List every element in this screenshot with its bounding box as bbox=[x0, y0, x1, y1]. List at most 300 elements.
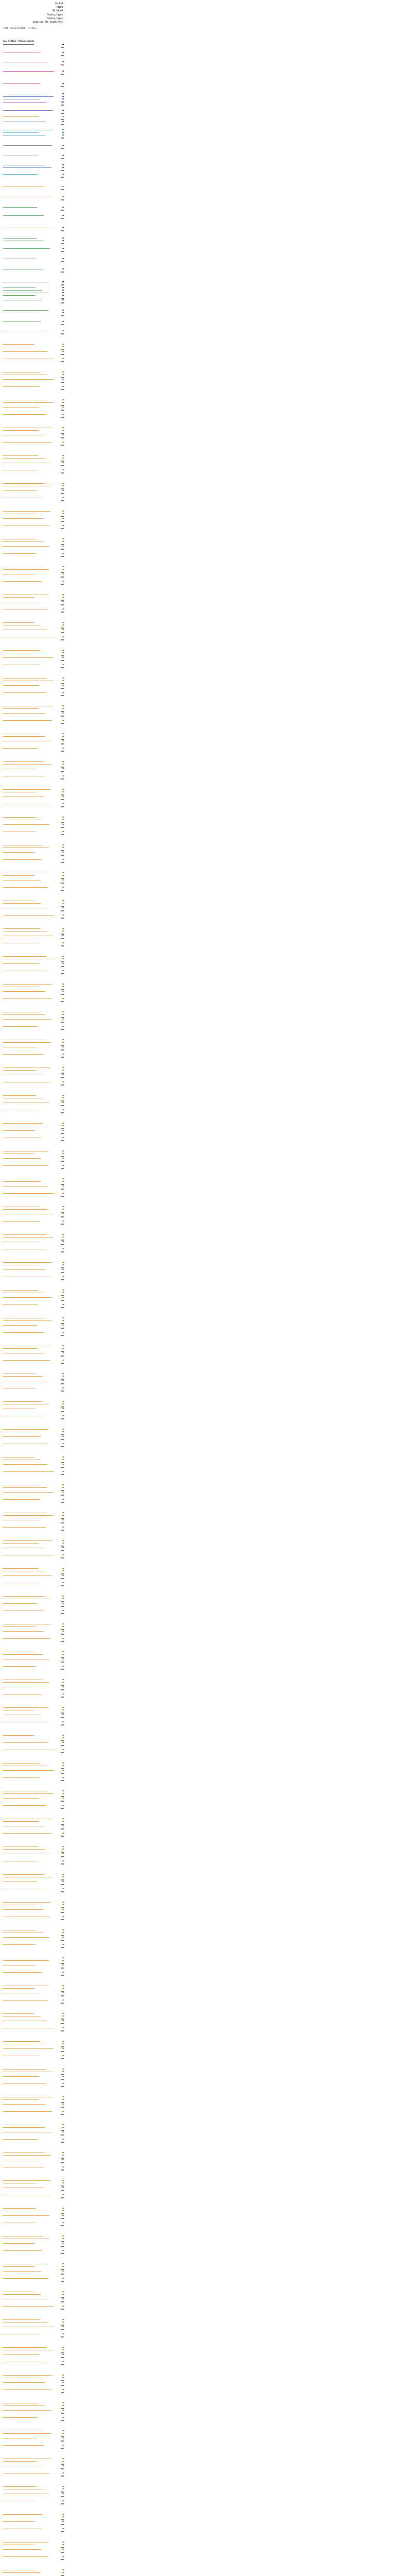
table-row bbox=[3, 2571, 64, 2573]
row-marker-icon bbox=[62, 942, 64, 943]
table-row bbox=[3, 545, 64, 547]
row-text-stroke bbox=[3, 71, 54, 72]
row-text-stroke bbox=[3, 1763, 40, 1764]
table-row bbox=[3, 568, 64, 570]
table-row bbox=[3, 2159, 64, 2161]
row-text-stroke bbox=[3, 511, 50, 512]
row-subtotal-stroke bbox=[54, 1919, 64, 1921]
row-marker-icon bbox=[62, 2238, 64, 2239]
row-text-stroke bbox=[3, 483, 44, 484]
row-marker-icon bbox=[62, 2569, 64, 2570]
row-text-stroke bbox=[3, 1682, 49, 1683]
row-subtotal-stroke bbox=[54, 243, 64, 245]
table-row bbox=[3, 2154, 64, 2156]
row-marker-icon bbox=[62, 2377, 64, 2378]
row-marker-icon bbox=[62, 1097, 64, 1098]
row-marker-icon bbox=[62, 1125, 64, 1126]
table-row bbox=[3, 886, 64, 888]
row-text-stroke bbox=[3, 238, 37, 239]
row-text-stroke bbox=[3, 1042, 51, 1043]
table-row bbox=[3, 2432, 64, 2434]
row-marker-icon bbox=[62, 1860, 64, 1861]
table-row bbox=[3, 1637, 64, 1639]
row-text-stroke bbox=[3, 344, 34, 345]
table-row bbox=[3, 358, 64, 360]
row-subtotal-stroke bbox=[54, 1640, 64, 1642]
table-row bbox=[3, 1359, 64, 1361]
row-text-stroke bbox=[3, 2243, 35, 2244]
table-row bbox=[3, 497, 64, 499]
row-text-stroke bbox=[3, 1638, 50, 1639]
table-row bbox=[3, 2103, 64, 2105]
table-row bbox=[3, 1908, 64, 1910]
row-subtotal-stroke bbox=[54, 1772, 64, 1774]
table-row bbox=[3, 1347, 64, 1349]
row-text-stroke bbox=[3, 1457, 34, 1458]
table-row bbox=[3, 1818, 64, 1820]
row-marker-icon bbox=[62, 1046, 64, 1047]
row-marker-icon bbox=[62, 1081, 64, 1082]
table-row bbox=[3, 312, 64, 314]
table-row bbox=[3, 1276, 64, 1278]
table-row bbox=[3, 566, 64, 568]
row-subtotal-stroke bbox=[54, 2002, 64, 2004]
table-row bbox=[3, 513, 64, 515]
table-row bbox=[3, 1595, 64, 1597]
table-row bbox=[3, 1109, 64, 1111]
table-row bbox=[3, 1574, 64, 1577]
row-subtotal-stroke bbox=[54, 2030, 64, 2032]
table-row bbox=[3, 1790, 64, 1792]
table-row bbox=[3, 677, 64, 679]
table-row bbox=[3, 851, 64, 853]
table-row bbox=[3, 1985, 64, 1987]
row-marker-icon bbox=[62, 1102, 64, 1103]
table-row bbox=[3, 1206, 64, 1208]
row-subtotal-stroke bbox=[54, 2273, 64, 2275]
table-row bbox=[3, 942, 64, 944]
row-marker-icon bbox=[62, 1264, 64, 1265]
table-row bbox=[3, 1714, 64, 1716]
row-subtotal-stroke bbox=[54, 1466, 64, 1468]
row-subtotal-stroke bbox=[54, 917, 64, 919]
row-text-stroke bbox=[3, 1735, 34, 1736]
row-text-stroke bbox=[3, 287, 36, 288]
row-text-stroke bbox=[3, 748, 38, 749]
table-row bbox=[3, 247, 64, 249]
row-text-stroke bbox=[3, 928, 40, 929]
table-row bbox=[3, 166, 64, 168]
row-marker-icon bbox=[62, 1011, 64, 1012]
table-row bbox=[3, 2528, 64, 2530]
row-subtotal-stroke bbox=[54, 1355, 64, 1357]
table-row bbox=[3, 2513, 64, 2515]
table-row bbox=[3, 858, 64, 860]
row-text-stroke bbox=[3, 1123, 42, 1124]
row-text-stroke bbox=[3, 1626, 37, 1627]
row-text-stroke bbox=[3, 903, 41, 904]
row-text-stroke bbox=[3, 1596, 44, 1597]
table-row bbox=[3, 552, 64, 554]
row-marker-icon bbox=[62, 61, 64, 62]
table-row bbox=[3, 719, 64, 721]
row-subtotal-stroke bbox=[54, 632, 64, 634]
row-marker-icon bbox=[62, 101, 64, 102]
table-row bbox=[3, 1832, 64, 1834]
row-text-stroke bbox=[3, 2417, 38, 2418]
row-marker-icon bbox=[62, 847, 64, 848]
row-text-stroke bbox=[3, 1770, 54, 1771]
row-marker-icon bbox=[62, 2043, 64, 2044]
row-marker-icon bbox=[62, 831, 64, 832]
table-row bbox=[3, 1797, 64, 1799]
table-row bbox=[3, 1400, 64, 1402]
row-text-stroke bbox=[3, 1937, 49, 1938]
row-subtotal-stroke bbox=[54, 2197, 64, 2199]
table-row bbox=[3, 2151, 64, 2154]
row-subtotal-stroke bbox=[54, 2336, 64, 2338]
row-marker-icon bbox=[62, 1714, 64, 1715]
table-row bbox=[3, 2110, 64, 2112]
row-subtotal-stroke bbox=[54, 1160, 64, 1162]
table-row bbox=[3, 2277, 64, 2279]
row-marker-icon bbox=[62, 1241, 64, 1242]
row-subtotal-stroke bbox=[54, 1946, 64, 1948]
row-marker-icon bbox=[62, 346, 64, 347]
row-text-stroke bbox=[3, 1464, 47, 1465]
row-subtotal-stroke bbox=[54, 826, 64, 828]
row-marker-icon bbox=[62, 2528, 64, 2529]
row-subtotal-stroke bbox=[54, 1501, 64, 1503]
table-row bbox=[3, 82, 64, 84]
row-text-stroke bbox=[3, 1654, 43, 1655]
table-row bbox=[3, 823, 64, 825]
row-subtotal-stroke bbox=[54, 1411, 64, 1413]
table-row bbox=[3, 1737, 64, 1739]
row-subtotal-stroke bbox=[54, 437, 64, 439]
row-subtotal-stroke bbox=[54, 1835, 64, 1837]
row-marker-icon bbox=[62, 705, 64, 706]
table-row bbox=[3, 1491, 64, 1493]
row-text-stroke bbox=[3, 2271, 41, 2272]
row-text-stroke bbox=[3, 541, 43, 542]
table-row bbox=[3, 740, 64, 742]
row-marker-icon bbox=[62, 624, 64, 625]
row-marker-icon bbox=[62, 1206, 64, 1207]
row-text-stroke bbox=[3, 310, 48, 311]
row-subtotal-stroke bbox=[54, 2134, 64, 2136]
row-subtotal-stroke bbox=[54, 2050, 64, 2053]
row-marker-icon bbox=[62, 1916, 64, 1917]
table-row bbox=[3, 1248, 64, 1250]
row-subtotal-stroke bbox=[54, 1911, 64, 1913]
table-row bbox=[3, 914, 64, 916]
table-row bbox=[3, 997, 64, 999]
row-text-stroke bbox=[3, 1846, 38, 1847]
row-marker-icon bbox=[62, 791, 64, 792]
table-row bbox=[3, 115, 64, 117]
row-text-stroke bbox=[3, 2294, 41, 2295]
table-row bbox=[3, 1129, 64, 1131]
row-text-stroke bbox=[3, 708, 39, 709]
row-marker-icon bbox=[62, 1853, 64, 1854]
row-text-stroke bbox=[3, 2347, 46, 2348]
row-marker-icon bbox=[62, 1825, 64, 1826]
table-row bbox=[3, 482, 64, 484]
table-row bbox=[3, 462, 64, 464]
row-marker-icon bbox=[62, 1352, 64, 1353]
row-marker-icon bbox=[62, 268, 64, 269]
row-marker-icon bbox=[62, 573, 64, 574]
row-marker-icon bbox=[62, 457, 64, 458]
table-row bbox=[3, 1776, 64, 1778]
table-row bbox=[3, 2485, 64, 2487]
row-subtotal-stroke bbox=[54, 2447, 64, 2449]
row-subtotal-stroke bbox=[54, 465, 64, 467]
table-row bbox=[3, 1431, 64, 1433]
row-marker-icon bbox=[62, 1737, 64, 1738]
row-marker-icon bbox=[62, 930, 64, 931]
row-text-stroke bbox=[3, 518, 43, 519]
table-row bbox=[3, 1598, 64, 1600]
row-subtotal-stroke bbox=[54, 1299, 64, 1301]
row-text-stroke bbox=[3, 2461, 37, 2462]
row-marker-icon bbox=[62, 1992, 64, 1993]
table-row bbox=[3, 2124, 64, 2126]
row-marker-icon bbox=[62, 986, 64, 987]
row-text-stroke bbox=[3, 1269, 45, 1270]
row-text-stroke bbox=[3, 407, 39, 408]
row-subtotal-stroke bbox=[54, 1049, 64, 1051]
table-row bbox=[3, 1185, 64, 1187]
table-row bbox=[3, 1233, 64, 1235]
row-subtotal-stroke bbox=[54, 1188, 64, 1190]
row-marker-icon bbox=[62, 434, 64, 435]
row-text-stroke bbox=[3, 2155, 51, 2156]
row-subtotal-stroke bbox=[54, 2503, 64, 2505]
row-marker-icon bbox=[62, 844, 64, 845]
table-row bbox=[3, 1706, 64, 1708]
row-text-stroke bbox=[3, 1944, 36, 1945]
table-row bbox=[3, 1665, 64, 1667]
table-row bbox=[3, 469, 64, 471]
table-row bbox=[3, 1888, 64, 1890]
row-subtotal-stroke bbox=[54, 2217, 64, 2219]
row-text-stroke bbox=[3, 1262, 53, 1263]
table-row bbox=[3, 1625, 64, 1628]
table-row bbox=[3, 1039, 64, 1041]
row-text-stroke bbox=[3, 963, 39, 964]
row-subtotal-stroke bbox=[54, 112, 64, 114]
table-row bbox=[3, 1853, 64, 1855]
row-marker-icon bbox=[62, 2500, 64, 2501]
table-row bbox=[3, 664, 64, 666]
row-marker-icon bbox=[62, 406, 64, 407]
row-subtotal-stroke bbox=[54, 2384, 64, 2386]
row-subtotal-stroke bbox=[54, 528, 64, 530]
table-row bbox=[3, 378, 64, 380]
table-row bbox=[3, 1901, 64, 1903]
row-marker-icon bbox=[62, 1276, 64, 1277]
row-text-stroke bbox=[3, 2099, 39, 2100]
row-marker-icon bbox=[62, 1929, 64, 1930]
row-text-stroke bbox=[3, 2389, 52, 2390]
row-subtotal-stroke bbox=[54, 806, 64, 808]
row-subtotal-stroke bbox=[54, 1633, 64, 1635]
row-subtotal-stroke bbox=[54, 333, 64, 335]
row-subtotal-stroke bbox=[54, 1807, 64, 1809]
table-row bbox=[3, 2235, 64, 2237]
row-subtotal-stroke bbox=[54, 1307, 64, 1309]
row-marker-icon bbox=[62, 1373, 64, 1374]
table-row bbox=[3, 1456, 64, 1458]
table-row bbox=[3, 1241, 64, 1243]
row-subtotal-stroke bbox=[54, 261, 64, 263]
row-text-stroke bbox=[3, 1777, 40, 1778]
row-marker-icon bbox=[62, 2194, 64, 2195]
row-marker-icon bbox=[62, 768, 64, 769]
row-text-stroke bbox=[3, 553, 36, 554]
table-row bbox=[3, 1519, 64, 1521]
row-subtotal-stroke bbox=[54, 1021, 64, 1023]
row-marker-icon bbox=[62, 1957, 64, 1958]
table-row bbox=[3, 2214, 64, 2216]
table-row bbox=[3, 1904, 64, 1906]
table-row bbox=[3, 1734, 64, 1736]
row-subtotal-stroke bbox=[54, 1863, 64, 1865]
row-subtotal-stroke bbox=[54, 170, 64, 172]
table-row bbox=[3, 816, 64, 818]
row-subtotal-stroke bbox=[54, 2468, 64, 2470]
row-text-stroke bbox=[3, 1575, 52, 1576]
row-text-stroke bbox=[3, 650, 40, 651]
table-row bbox=[3, 1415, 64, 1417]
row-text-stroke bbox=[3, 1543, 39, 1544]
table-row bbox=[3, 1679, 64, 1681]
row-subtotal-stroke bbox=[54, 230, 64, 232]
row-marker-icon bbox=[62, 469, 64, 470]
table-row bbox=[3, 289, 64, 291]
table-row bbox=[3, 1929, 64, 1931]
table-row bbox=[3, 1916, 64, 1918]
row-marker-icon bbox=[62, 1109, 64, 1110]
row-text-stroke bbox=[3, 998, 52, 999]
table-row bbox=[3, 2210, 64, 2212]
row-subtotal-stroke bbox=[54, 2078, 64, 2080]
row-marker-icon bbox=[62, 427, 64, 428]
row-subtotal-stroke bbox=[54, 2280, 64, 2282]
row-text-stroke bbox=[3, 2076, 39, 2077]
row-text-stroke bbox=[3, 2521, 35, 2522]
row-text-stroke bbox=[3, 414, 46, 415]
row-text-stroke bbox=[3, 1014, 45, 1015]
row-text-stroke bbox=[3, 859, 42, 860]
row-subtotal-stroke bbox=[54, 2357, 64, 2359]
row-subtotal-stroke bbox=[54, 73, 64, 75]
row-marker-icon bbox=[62, 1679, 64, 1680]
row-marker-icon bbox=[62, 664, 64, 665]
row-text-stroke bbox=[3, 1360, 50, 1361]
table-row bbox=[3, 2437, 64, 2439]
table-row bbox=[3, 1463, 64, 1465]
row-marker-icon bbox=[62, 2361, 64, 2362]
row-subtotal-stroke bbox=[54, 2245, 64, 2247]
row-text-stroke bbox=[3, 622, 34, 623]
row-marker-icon bbox=[62, 2210, 64, 2211]
row-text-stroke bbox=[3, 2405, 45, 2406]
row-text-stroke bbox=[3, 215, 44, 216]
table-row bbox=[3, 1762, 64, 1764]
table-row bbox=[3, 1512, 64, 1514]
row-marker-icon bbox=[62, 1443, 64, 1444]
table-row bbox=[3, 2166, 64, 2168]
table-row bbox=[3, 2493, 64, 2495]
row-subtotal-stroke bbox=[54, 147, 64, 149]
row-text-stroke bbox=[3, 852, 35, 853]
row-subtotal-stroke bbox=[54, 1974, 64, 1976]
row-subtotal-stroke bbox=[54, 799, 64, 801]
table-row bbox=[3, 1041, 64, 1043]
table-row bbox=[3, 1999, 64, 2001]
row-marker-icon bbox=[62, 1749, 64, 1750]
table-row bbox=[3, 441, 64, 443]
row-text-stroke bbox=[3, 692, 46, 693]
row-subtotal-stroke bbox=[54, 715, 64, 717]
row-text-stroke bbox=[3, 1181, 41, 1182]
table-row bbox=[3, 2055, 64, 2057]
row-marker-icon bbox=[62, 2402, 64, 2403]
row-subtotal-stroke bbox=[54, 659, 64, 662]
row-text-stroke bbox=[3, 2319, 40, 2320]
header-line-6: Exterior Ttl Counts/Ref bbox=[33, 21, 63, 23]
row-marker-icon bbox=[62, 1484, 64, 1485]
row-subtotal-stroke bbox=[54, 743, 64, 745]
row-text-stroke bbox=[3, 1320, 51, 1321]
table-row bbox=[3, 1459, 64, 1461]
row-text-stroke bbox=[3, 581, 42, 582]
table-row bbox=[3, 2082, 64, 2084]
table-row bbox=[3, 1213, 64, 1215]
table-row bbox=[3, 680, 64, 682]
row-text-stroke bbox=[3, 110, 53, 111]
row-subtotal-stroke bbox=[54, 176, 64, 178]
table-row bbox=[3, 1804, 64, 1806]
row-text-stroke bbox=[3, 1165, 48, 1166]
table-row bbox=[3, 43, 64, 45]
row-subtotal-stroke bbox=[54, 993, 64, 995]
row-marker-icon bbox=[62, 1762, 64, 1763]
table-row bbox=[3, 1125, 64, 1127]
table-row bbox=[3, 1101, 64, 1104]
table-row bbox=[3, 649, 64, 651]
row-text-stroke bbox=[3, 132, 39, 133]
row-subtotal-stroke bbox=[54, 1362, 64, 1364]
row-subtotal-stroke bbox=[54, 199, 64, 201]
row-marker-icon bbox=[62, 900, 64, 901]
row-subtotal-stroke bbox=[54, 1390, 64, 1392]
table-row bbox=[3, 930, 64, 932]
row-subtotal-stroke bbox=[54, 1939, 64, 1941]
row-marker-icon bbox=[62, 1554, 64, 1555]
row-text-stroke bbox=[3, 2083, 46, 2084]
row-marker-icon bbox=[62, 1651, 64, 1652]
row-marker-icon bbox=[62, 1345, 64, 1346]
table-row bbox=[3, 707, 64, 709]
table-row bbox=[3, 573, 64, 575]
table-row bbox=[3, 1554, 64, 1556]
table-row bbox=[3, 98, 64, 100]
row-subtotal-stroke bbox=[54, 520, 64, 522]
